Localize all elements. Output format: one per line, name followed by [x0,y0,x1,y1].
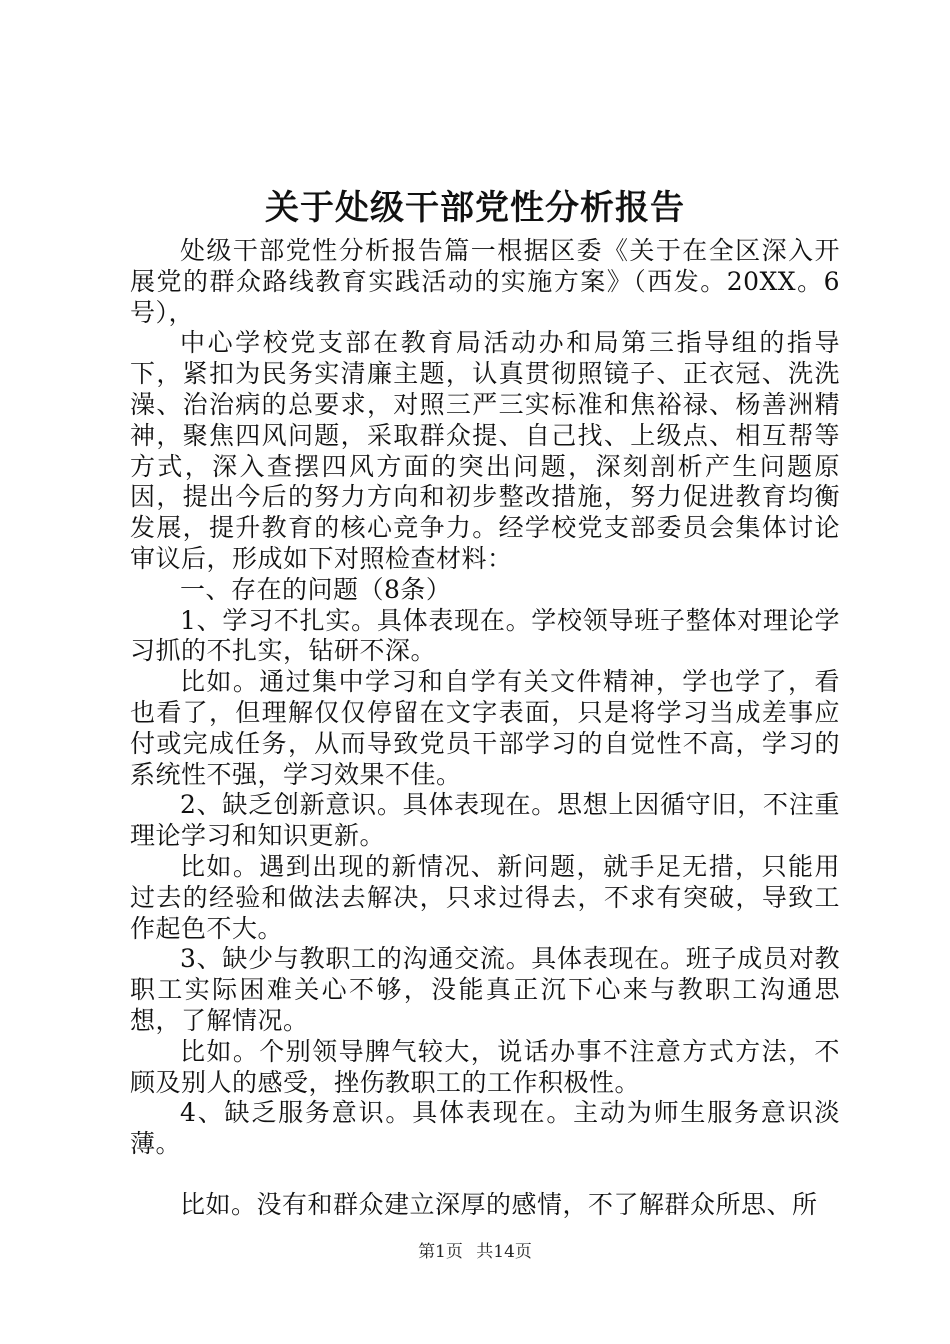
document-title: 关于处级干部党性分析报告 [265,188,685,228]
paragraph: 比如。遇到出现的新情况、新问题，就手足无措，只能用过去的经验和做法去解决，只求过得去，不求有突破，导致工作起色不大。 [130,851,840,943]
paragraph: 比如。通过集中学习和自学有关文件精神，学也学了，看也看了，但理解仅仅停留在文字表面，只是将学习当成差事应付或完成任务，从而导致党员干部学习的自觉性不高，学习的系统性不强，学习效果不佳。 [130,667,840,789]
paragraph: 中心学校党支部在教育局活动办和局第三指导组的指导下，紧扣为民务实清廉主题，认真贯彻照镜子、正衣冠、洗洗澡、治治病的总要求，对照三严三实标准和焦裕禄、杨善洲精神，聚焦四风问题，采取群众提、自己找、上级点、相互帮等方式，深入查摆四风方面的突出问题，深刻剖析产生问题原因，提出今后的努力方向和初步整改措施，努力促进教育均衡发展，提升教育的核心竞争力。经学校党支部委员会集体讨论审议后，形成如下对照检查材料： [130,328,840,573]
paragraph: 4、缺乏服务意识。具体表现在。主动为师生服务意识淡薄。 [130,1098,840,1159]
document-body [130,236,840,1221]
paragraph: 处级干部党性分析报告篇一根据区委《关于在全区深入开展党的群众路线教育实践活动的实施方案》（西发。20XX。6号）， [130,236,840,327]
page-number: 第1页 [418,1242,463,1262]
paragraph: 2、缺乏创新意识。具体表现在。思想上因循守旧，不注重理论学习和知识更新。 [130,790,840,851]
paragraph: 3、缺少与教职工的沟通交流。具体表现在。班子成员对教职工实际困难关心不够，没能真正沉下心来与教职工沟通思想，了解情况。 [130,944,840,1035]
section-heading: 一、存在的问题（8条） [180,574,452,604]
paragraph: 1、学习不扎实。具体表现在。学校领导班子整体对理论学习抓的不扎实，钻研不深。 [130,605,840,666]
paragraph: 比如。个别领导脾气较大，说话办事不注意方式方法，不顾及别人的感受，挫伤教职工的工作积极性。 [130,1036,840,1097]
paragraph: 比如。没有和群众建立深厚的感情，不了解群众所思、所 [180,1189,818,1219]
page-footer [0,1240,950,1264]
page-total: 共14页 [476,1242,532,1262]
